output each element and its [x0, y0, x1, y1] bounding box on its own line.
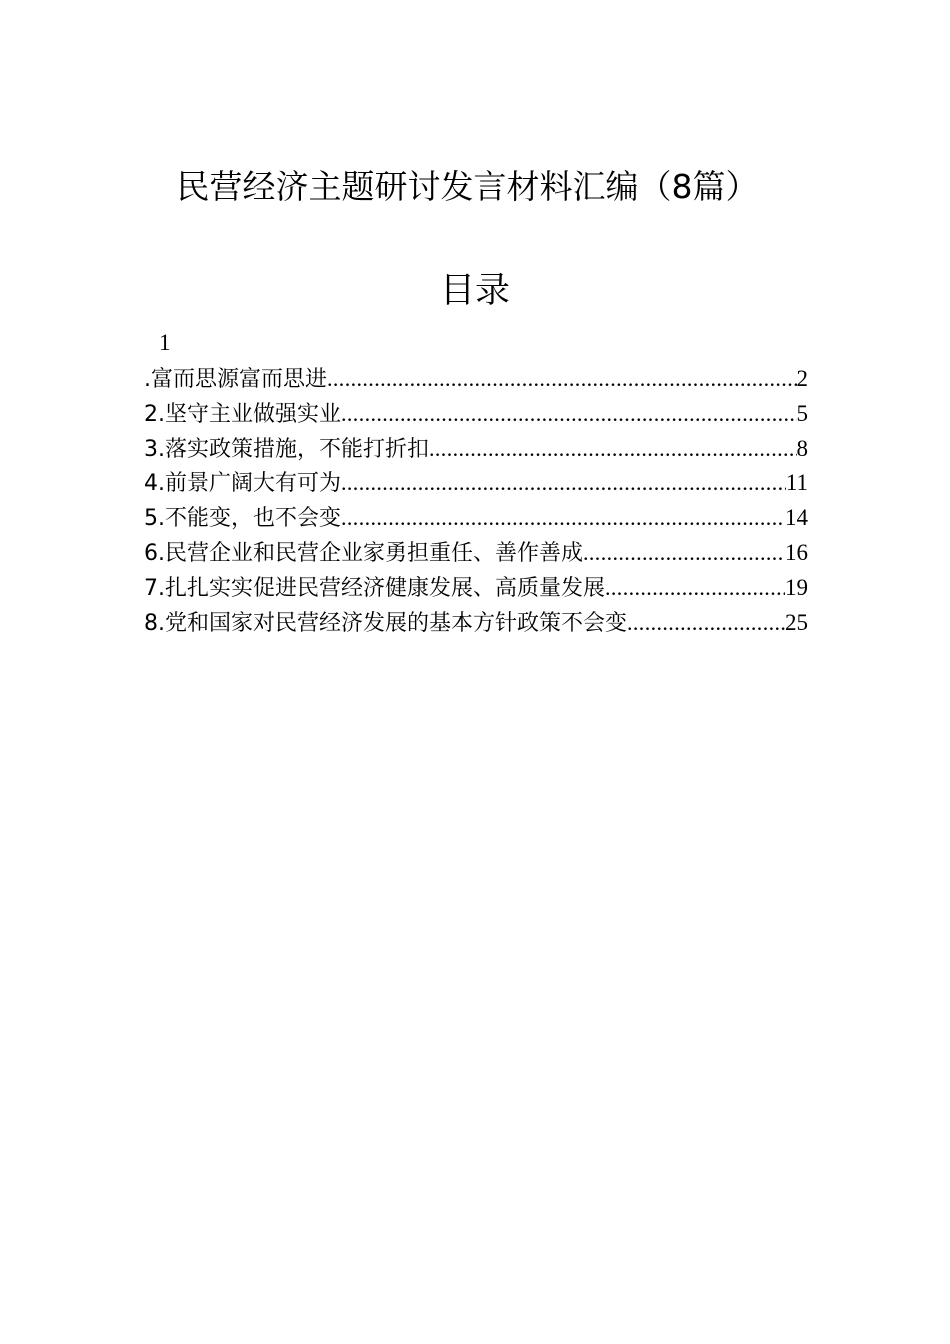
toc-entry-1[interactable]: [144, 364, 808, 399]
toc-page-number: 2: [796, 366, 808, 391]
toc-entry-8[interactable]: [144, 608, 808, 643]
toc-dot-leader: [341, 468, 786, 498]
toc-dot-leader: [341, 503, 785, 533]
toc-heading: 目录: [439, 271, 510, 311]
toc-page-number: 19: [785, 574, 808, 600]
toc-entry-text: 5.不能变，也不会变: [144, 506, 341, 532]
toc-entry-text: .富而思源富而思进: [144, 367, 327, 392]
toc-entry-text: 2.坚守主业做强实业: [144, 401, 341, 427]
document-title: 民营经济主题研讨发言材料汇编（8篇）: [176, 167, 759, 206]
toc-dot-leader: [583, 538, 785, 568]
toc-page-number: 16: [785, 539, 808, 565]
toc-first-item-number: 1: [159, 330, 171, 355]
toc-entry-4[interactable]: [144, 468, 808, 503]
toc-dot-leader: [429, 434, 797, 464]
toc-page-number: 25: [785, 609, 808, 635]
toc-entry-text: 4.前景广阔大有可为: [144, 471, 341, 497]
toc-dot-leader: [605, 573, 785, 603]
toc-entry-7[interactable]: [144, 573, 808, 608]
toc-page-number: 8: [796, 435, 808, 461]
table-of-contents: [144, 364, 808, 642]
toc-entry-text: 6.民营企业和民营企业家勇担重任、善作善成: [144, 540, 583, 566]
toc-entry-text: 8.党和国家对民营经济发展的基本方针政策不会变: [144, 610, 627, 636]
toc-dot-leader: [327, 364, 797, 394]
toc-page-number: 11: [785, 470, 808, 496]
toc-entry-5[interactable]: [144, 503, 808, 538]
toc-entry-3[interactable]: [144, 434, 808, 469]
toc-entry-text: 3.落实政策措施，不能打折扣: [144, 436, 429, 462]
toc-entry-6[interactable]: [144, 538, 808, 573]
toc-dot-leader: [627, 608, 785, 638]
toc-entry-2[interactable]: [144, 399, 808, 434]
toc-dot-leader: [341, 399, 797, 429]
toc-entry-text: 7.扎扎实实促进民营经济健康发展、高质量发展: [144, 575, 605, 601]
toc-page-number: 5: [796, 400, 808, 426]
toc-page-number: 14: [785, 505, 808, 531]
